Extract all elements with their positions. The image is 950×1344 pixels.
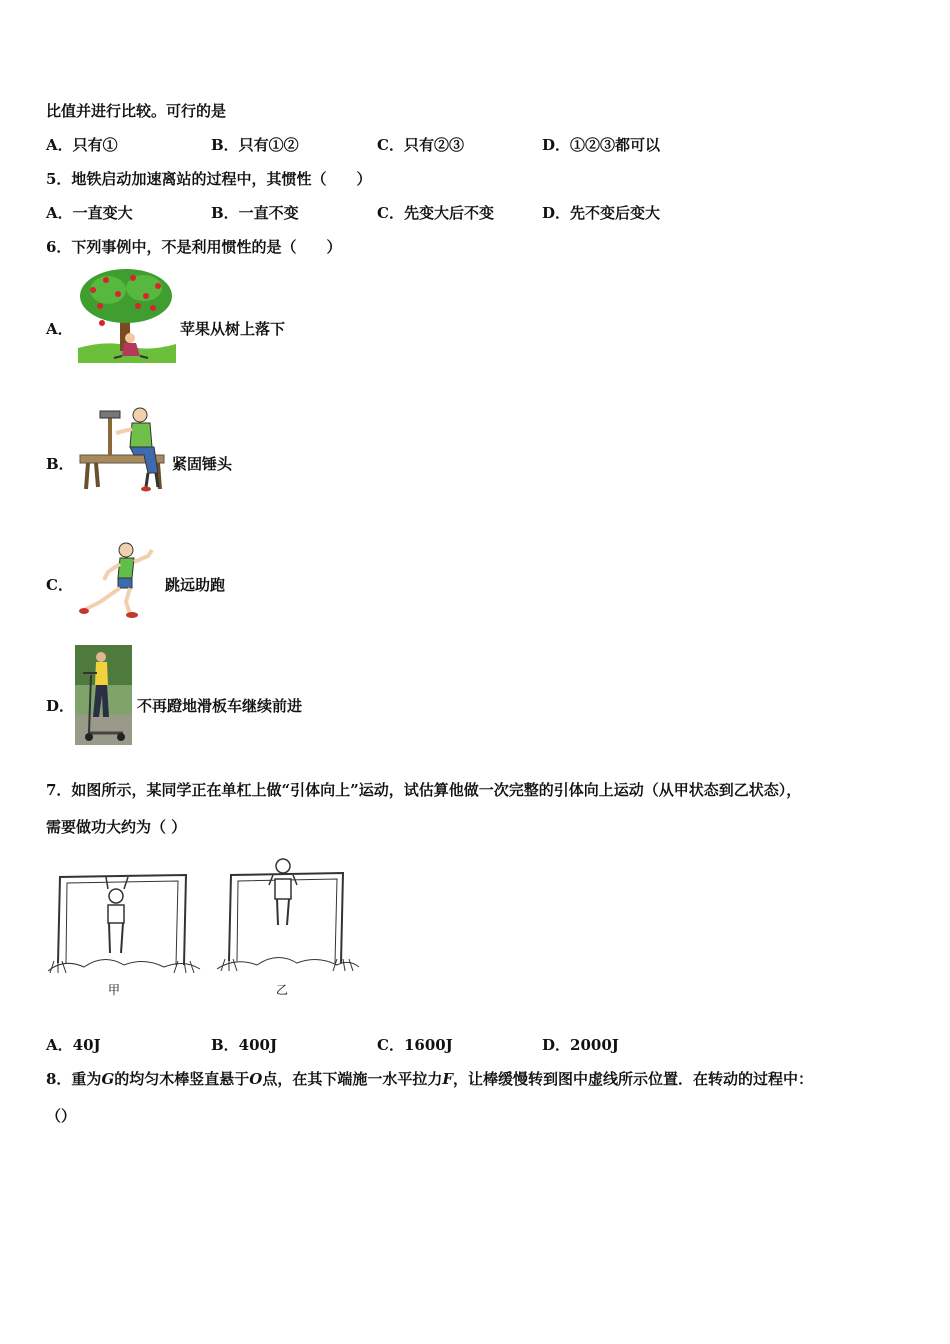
- q5-option-a: A．一直变大: [46, 204, 133, 222]
- q8-text-3: 点，在其下端施一水平拉力: [262, 1070, 443, 1088]
- q7-option-d: D．2000J: [542, 1036, 619, 1054]
- pullup-state-jia-figure: [44, 853, 204, 978]
- q5-option-b: B．一直不变: [211, 204, 299, 222]
- q6-choice-d-letter: D．: [46, 697, 75, 715]
- q6-choice-a-label: 苹果从树上落下: [180, 320, 286, 338]
- q8-var-o: O: [249, 1070, 263, 1088]
- q7-stem-line1: 7．如图所示，某同学正在单杠上做“引体向上”运动，试估算他做一次完整的引体向上运动（从甲状态到乙状态），: [46, 781, 802, 799]
- q8-var-g: G: [101, 1070, 115, 1088]
- q5-option-d: D．先不变后变大: [542, 204, 661, 222]
- q5-stem: 5．地铁启动加速离站的过程中，其惯性（ ）: [46, 170, 372, 188]
- runner-image: [76, 540, 160, 620]
- q8-stem: [46, 1069, 813, 1089]
- scooter-photo: [75, 645, 132, 745]
- q6-stem: 6．下列事例中，不是利用惯性的是（ ）: [46, 238, 342, 256]
- pullup-state-yi-figure: [213, 853, 361, 978]
- pullup-caption-yi: 乙: [276, 983, 289, 997]
- q6-choice-c-letter: C．: [46, 576, 73, 594]
- q8-var-f: F: [442, 1070, 454, 1088]
- q8-text-2: 的均匀木棒竖直悬于: [114, 1070, 250, 1088]
- q4-option-a: A．只有①: [46, 136, 118, 154]
- q6-choice-c-label: 跳远助跑: [165, 576, 226, 594]
- q4-option-c: C．只有②③: [377, 136, 464, 154]
- q8-text-1: 8．重为: [46, 1070, 102, 1088]
- q8-text-4: ，让棒缓慢转到图中虚线所示位置．在转动的过程中：: [453, 1070, 814, 1088]
- q6-choice-a-letter: A．: [46, 320, 73, 338]
- q6-choice-b-label: 紧固锤头: [172, 455, 233, 473]
- q6-choice-b-letter: B．: [46, 455, 74, 473]
- q7-option-c: C．1600J: [377, 1036, 453, 1054]
- intro-text: 比值并进行比较。可行的是: [46, 102, 227, 120]
- q5-option-c: C．先变大后不变: [377, 204, 494, 222]
- q7-option-a: A．40J: [46, 1036, 101, 1054]
- q7-option-b: B．400J: [211, 1036, 278, 1054]
- apple-tree-image: [78, 268, 176, 363]
- q4-option-b: B．只有①②: [211, 136, 299, 154]
- q8-stem-line2: （）: [46, 1107, 77, 1125]
- q4-option-d: D．①②③都可以: [542, 136, 661, 154]
- pullup-caption-jia: 甲: [108, 983, 121, 997]
- hammer-bench-image: [78, 403, 170, 495]
- q7-stem-line2: 需要做功大约为（ ）: [46, 818, 187, 836]
- q6-choice-d-label: 不再蹬地滑板车继续前进: [137, 697, 303, 715]
